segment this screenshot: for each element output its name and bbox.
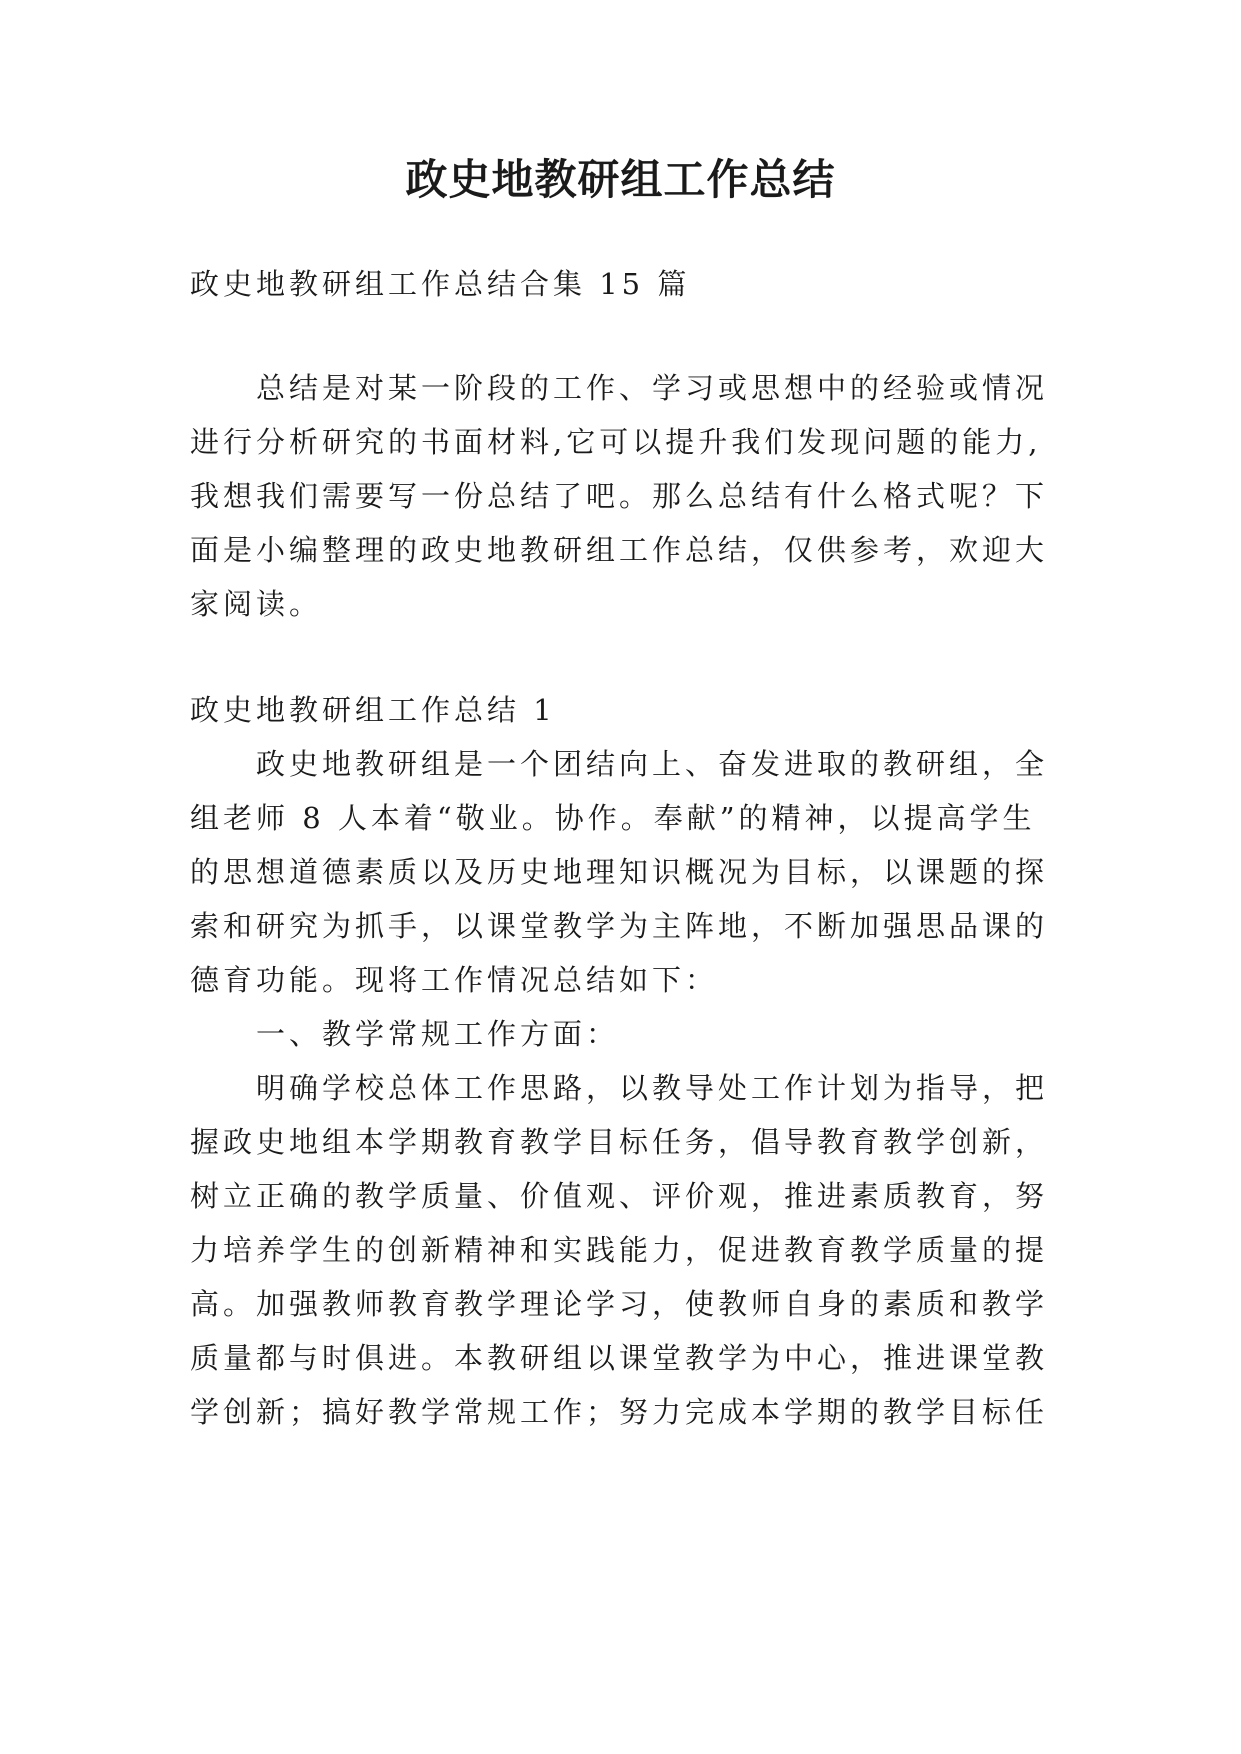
paragraph-line: 树立正确的教学质量、价值观、评价观，推进素质教育，努 — [190, 1179, 1049, 1213]
paragraph-line: 高。加强教师教育教学理论学习，使教师自身的素质和教学 — [190, 1287, 1049, 1321]
paragraph-line: 学创新；搞好教学常规工作；努力完成本学期的教学目标任 — [190, 1395, 1049, 1429]
section-heading: 政史地教研组工作总结 1 — [190, 693, 556, 727]
item-heading: 一、教学常规工作方面： — [190, 1017, 620, 1051]
paragraph-line: 握政史地组本学期教育教学目标任务，倡导教育教学创新， — [190, 1125, 1049, 1159]
paragraph-line: 德育功能。现将工作情况总结如下： — [190, 963, 719, 997]
intro-line: 进行分析研究的书面材料,它可以提升我们发现问题的能力, — [190, 425, 1042, 459]
intro-line: 家阅读。 — [190, 587, 323, 621]
paragraph-line: 组老师 8 人本着“敬业。协作。奉献”的精神，以提高学生 — [190, 801, 1036, 835]
paragraph-line: 的思想道德素质以及历史地理知识概况为目标，以课题的探 — [190, 855, 1049, 889]
intro-line: 面是小编整理的政史地教研组工作总结，仅供参考，欢迎大 — [190, 533, 1049, 567]
document-title: 政史地教研组工作总结 — [405, 155, 836, 204]
intro-line: 我想我们需要写一份总结了吧。那么总结有什么格式呢？下 — [190, 479, 1049, 513]
document-subtitle: 政史地教研组工作总结合集 15 篇 — [190, 267, 691, 301]
paragraph-line: 索和研究为抓手，以课堂教学为主阵地，不断加强思品课的 — [190, 909, 1049, 943]
paragraph-line: 明确学校总体工作思路，以教导处工作计划为指导，把 — [190, 1071, 1049, 1105]
paragraph-line: 质量都与时俱进。本教研组以课堂教学为中心，推进课堂教 — [190, 1341, 1049, 1375]
paragraph-line: 力培养学生的创新精神和实践能力，促进教育教学质量的提 — [190, 1233, 1049, 1267]
paragraph-line: 政史地教研组是一个团结向上、奋发进取的教研组，全 — [190, 747, 1049, 781]
intro-line: 总结是对某一阶段的工作、学习或思想中的经验或情况 — [190, 371, 1049, 405]
